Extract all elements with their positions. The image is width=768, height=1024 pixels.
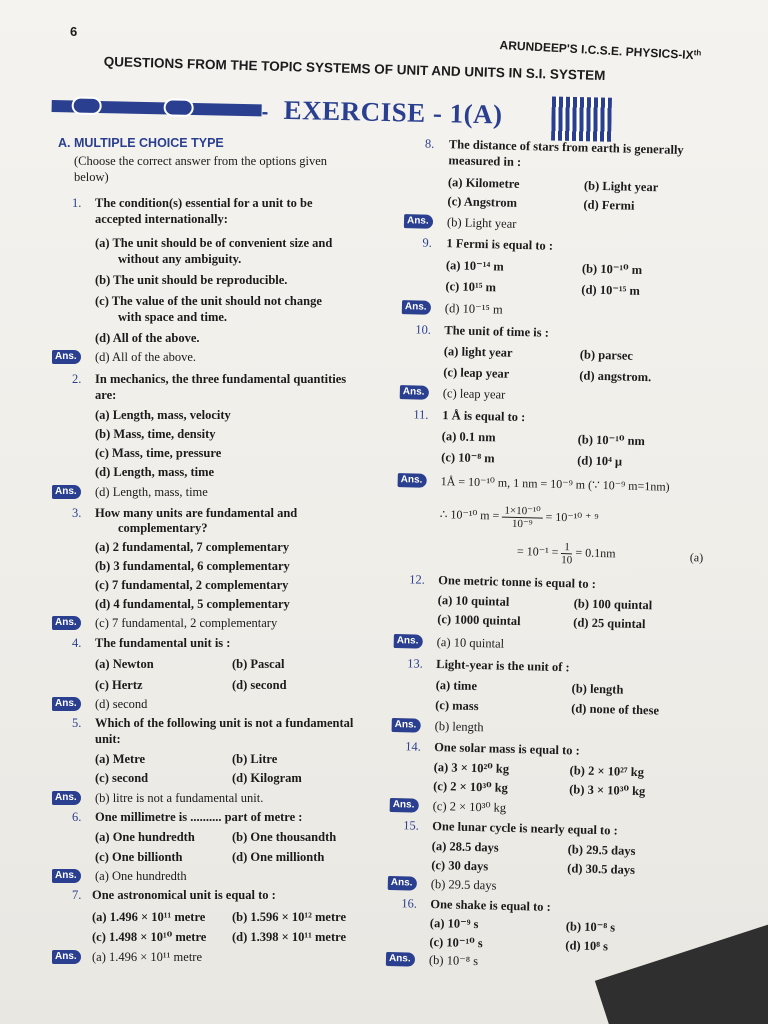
option: (c) Hertz xyxy=(95,678,143,692)
option: (d) Length, mass, time xyxy=(95,465,215,479)
answer-text: (b) length xyxy=(434,719,484,735)
question-text: The fundamental unit is : xyxy=(95,636,231,650)
instruction-line: below) xyxy=(74,170,109,184)
option: (d) Fermi xyxy=(583,197,635,213)
option: (b) 3 × 10³⁰ kg xyxy=(569,782,646,799)
answer-badge: Ans. xyxy=(402,300,431,315)
option: (a) One hundredth xyxy=(95,830,195,844)
answer-text: (b) litre is not a fundamental unit. xyxy=(95,791,264,805)
answer-text: (a) 1.496 × 10¹¹ metre xyxy=(92,950,202,964)
question-text: The condition(s) essential for a unit to be xyxy=(95,196,313,210)
option: (a) 3 × 10²⁰ kg xyxy=(433,760,510,776)
instruction-line: (Choose the correct answer from the options given xyxy=(74,154,328,168)
question-number: 13. xyxy=(407,656,424,671)
option: (c) 10⁻¹⁰ s xyxy=(429,934,483,951)
answer-badge: Ans. xyxy=(390,798,419,813)
fraction-numerator: 1 xyxy=(561,541,572,554)
working-text: = 10⁻¹⁰ ⁺ ⁹ xyxy=(545,509,599,525)
answer-text: (c) leap year xyxy=(442,386,506,402)
answer-text: (c) 2 × 10³⁰ kg xyxy=(432,799,507,815)
option: (a) 28.5 days xyxy=(431,838,499,855)
question-number: 4. xyxy=(72,636,82,650)
option: (b) Mass, time, density xyxy=(95,427,216,441)
question-number: 5. xyxy=(72,716,82,730)
question-text: How many units are fundamental and xyxy=(95,506,298,520)
option: (d) second xyxy=(232,678,287,692)
option: (b) 10⁻¹⁰ nm xyxy=(577,432,646,449)
answer-badge: Ans. xyxy=(52,697,81,711)
answer-badge: Ans. xyxy=(388,876,417,891)
option: (c) Angstrom xyxy=(447,194,518,210)
question-text: Which of the following unit is not a fundamental xyxy=(95,716,354,730)
option: (a) The unit should be of convenient size and xyxy=(95,236,333,250)
working-text: = 0.1nm xyxy=(575,545,616,561)
question-text: One shake is equal to : xyxy=(430,896,551,914)
question-text: The distance of stars from earth is generally xyxy=(448,137,684,157)
option: (d) 30.5 days xyxy=(567,861,636,877)
question-number: 2. xyxy=(72,372,82,386)
option: (c) mass xyxy=(435,698,479,714)
answer-badge: Ans. xyxy=(400,385,429,400)
option: (d) 10⁸ s xyxy=(565,938,609,954)
option: (a) Length, mass, velocity xyxy=(95,408,231,422)
option: (c) Mass, time, pressure xyxy=(95,446,222,460)
answer-text: (b) 10⁻⁸ s xyxy=(428,952,479,969)
page-number: 6 xyxy=(70,24,78,39)
option: (a) 2 fundamental, 7 complementary xyxy=(95,540,290,554)
option: (a) light year xyxy=(443,344,513,360)
option: without any ambiguity. xyxy=(118,252,242,266)
question-text: One solar mass is equal to : xyxy=(434,740,580,758)
option: with space and time. xyxy=(118,310,228,324)
answer-badge: Ans. xyxy=(52,869,81,883)
answer-text: 1Å = 10⁻¹⁰ m, 1 nm = 10⁻⁹ m (∵ 10⁻⁹ m=1nm) xyxy=(440,474,670,494)
option: (a) 0.1 nm xyxy=(441,429,496,445)
option: (c) leap year xyxy=(443,365,510,381)
question-text: The unit of time is : xyxy=(444,323,550,340)
answer-badge: Ans. xyxy=(52,791,81,805)
answer-badge: Ans. xyxy=(404,214,433,229)
option: (b) Light year xyxy=(583,178,659,195)
option: (d) 1.398 × 10¹¹ metre xyxy=(232,930,347,944)
option: (b) 29.5 days xyxy=(567,842,636,858)
option: (d) angstrom. xyxy=(579,368,652,385)
answer-text: (c) 7 fundamental, 2 complementary xyxy=(95,616,278,630)
option: (b) 10⁻¹⁰ m xyxy=(581,261,643,277)
working-line xyxy=(517,538,616,567)
question-text: complementary? xyxy=(118,521,208,535)
answer-badge: Ans. xyxy=(392,718,421,733)
fraction-numerator: 1×10⁻¹⁰ xyxy=(502,504,543,518)
option: (d) 10⁻¹⁵ m xyxy=(581,282,641,298)
working-text: ∴ 10⁻¹⁰ m = xyxy=(439,507,500,523)
working-text: = 10⁻¹ = xyxy=(516,543,559,559)
option: (a) Kilometre xyxy=(447,175,520,191)
question-text: are: xyxy=(95,388,117,402)
option: (a) Metre xyxy=(95,752,146,766)
option: (c) 10¹⁵ m xyxy=(445,279,497,295)
question-text: One astronomical unit is equal to : xyxy=(92,888,276,902)
question-number: 14. xyxy=(405,739,421,754)
option: (b) 3 fundamental, 6 complementary xyxy=(95,559,290,573)
option: (a) time xyxy=(435,678,478,694)
question-text: One metric tonne is equal to : xyxy=(438,573,597,591)
question-text: One lunar cycle is nearly equal to : xyxy=(432,818,618,838)
question-text: 1 Å is equal to : xyxy=(442,408,526,425)
fraction-denominator: 10 xyxy=(561,553,573,567)
option: (d) One millionth xyxy=(232,850,325,864)
option: (a) 10 quintal xyxy=(437,593,510,609)
option: (d) none of these xyxy=(570,701,660,718)
option: (a) 10⁻⁹ s xyxy=(429,915,479,932)
answer-text: (a) 10 quintal xyxy=(436,635,505,651)
answer-badge: Ans. xyxy=(52,950,81,964)
question-number: 9. xyxy=(422,235,433,250)
option: (d) Kilogram xyxy=(232,771,302,785)
exercise-title: EXERCISE - 1(A) xyxy=(283,94,503,130)
question-number: 1. xyxy=(72,196,82,210)
section-title: A. MULTIPLE CHOICE TYPE xyxy=(58,136,224,150)
answer-badge: Ans. xyxy=(398,473,427,488)
option: (b) 2 × 10²⁷ kg xyxy=(569,763,645,780)
option: (c) One billionth xyxy=(95,850,183,864)
question-number: 6. xyxy=(72,810,82,824)
option: (c) second xyxy=(95,771,149,785)
fraction-denominator: 10⁻⁹ xyxy=(511,517,533,531)
option: (b) 10⁻⁸ s xyxy=(565,919,616,935)
option: (c) 30 days xyxy=(431,857,489,874)
answer-badge: Ans. xyxy=(386,952,415,967)
question-number: 10. xyxy=(415,322,432,337)
question-number: 15. xyxy=(403,818,420,833)
question-text: In mechanics, the three fundamental quantities xyxy=(95,372,347,386)
option: (a) 10⁻¹⁴ m xyxy=(445,258,504,274)
option: (a) 1.496 × 10¹¹ metre xyxy=(92,910,206,924)
running-head-sup: th xyxy=(693,48,702,58)
question-text: Light-year is the unit of : xyxy=(436,657,570,675)
option: (c) 1000 quintal xyxy=(437,612,521,629)
option: (d) 25 quintal xyxy=(573,615,646,632)
question-number: 11. xyxy=(413,407,429,422)
option: (c) 7 fundamental, 2 complementary xyxy=(95,578,289,592)
option: (a) Newton xyxy=(95,657,154,671)
option: (b) length xyxy=(571,681,624,697)
option: (c) 2 × 10³⁰ kg xyxy=(433,779,509,795)
answer-tag: (a) xyxy=(689,550,704,565)
answer-badge: Ans. xyxy=(52,485,81,499)
option: (b) parsec xyxy=(579,347,634,363)
question-number: 7. xyxy=(72,888,82,902)
option: (b) 1.596 × 10¹² metre xyxy=(232,910,347,924)
option: (c) 1.498 × 10¹⁰ metre xyxy=(92,930,207,944)
option: (b) Litre xyxy=(232,752,278,766)
question-number: 12. xyxy=(409,572,426,587)
option: (d) 4 fundamental, 5 complementary xyxy=(95,597,290,611)
banner-dash: - xyxy=(261,101,269,124)
question-text: One millimetre is .......... part of metre : xyxy=(95,810,303,824)
option: (b) One thousandth xyxy=(232,830,337,844)
fraction xyxy=(561,541,573,566)
topic-heading: QUESTIONS FROM THE TOPIC SYSTEMS OF UNIT AND UNITS IN S.I. SYSTEM xyxy=(103,54,606,84)
option: (c) 10⁻⁸ m xyxy=(441,450,495,466)
question-number: 3. xyxy=(72,506,82,520)
answer-text: (a) One hundredth xyxy=(95,869,187,883)
running-head-text: ARUNDEEP'S I.C.S.E. PHYSICS-IX xyxy=(499,38,694,63)
answer-text: (d) second xyxy=(95,697,148,711)
answer-text: (d) All of the above. xyxy=(95,350,197,364)
answer-badge: Ans. xyxy=(394,634,423,649)
question-number: 8. xyxy=(424,136,435,151)
question-text: accepted internationally: xyxy=(95,212,228,226)
answer-text: (d) 10⁻¹⁵ m xyxy=(444,301,503,317)
question-text: unit: xyxy=(95,732,121,746)
option: (b) 100 quintal xyxy=(573,596,653,613)
answer-text: (b) 29.5 days xyxy=(430,876,497,893)
fraction xyxy=(502,504,543,530)
answer-badge: Ans. xyxy=(52,616,81,630)
option: (b) Pascal xyxy=(232,657,285,671)
option: (d) All of the above. xyxy=(95,331,200,345)
question-text: measured in : xyxy=(448,153,522,169)
option: (b) The unit should be reproducible. xyxy=(95,273,288,287)
option: (c) The value of the unit should not change xyxy=(95,294,322,308)
answer-text: (d) Length, mass, time xyxy=(95,485,208,499)
answer-text: (b) Light year xyxy=(446,215,517,231)
option: (d) 10⁴ μ xyxy=(577,453,623,469)
question-number: 16. xyxy=(401,896,418,911)
working-line xyxy=(440,501,599,532)
question-text: 1 Fermi is equal to : xyxy=(446,236,554,253)
answer-badge: Ans. xyxy=(52,350,81,364)
